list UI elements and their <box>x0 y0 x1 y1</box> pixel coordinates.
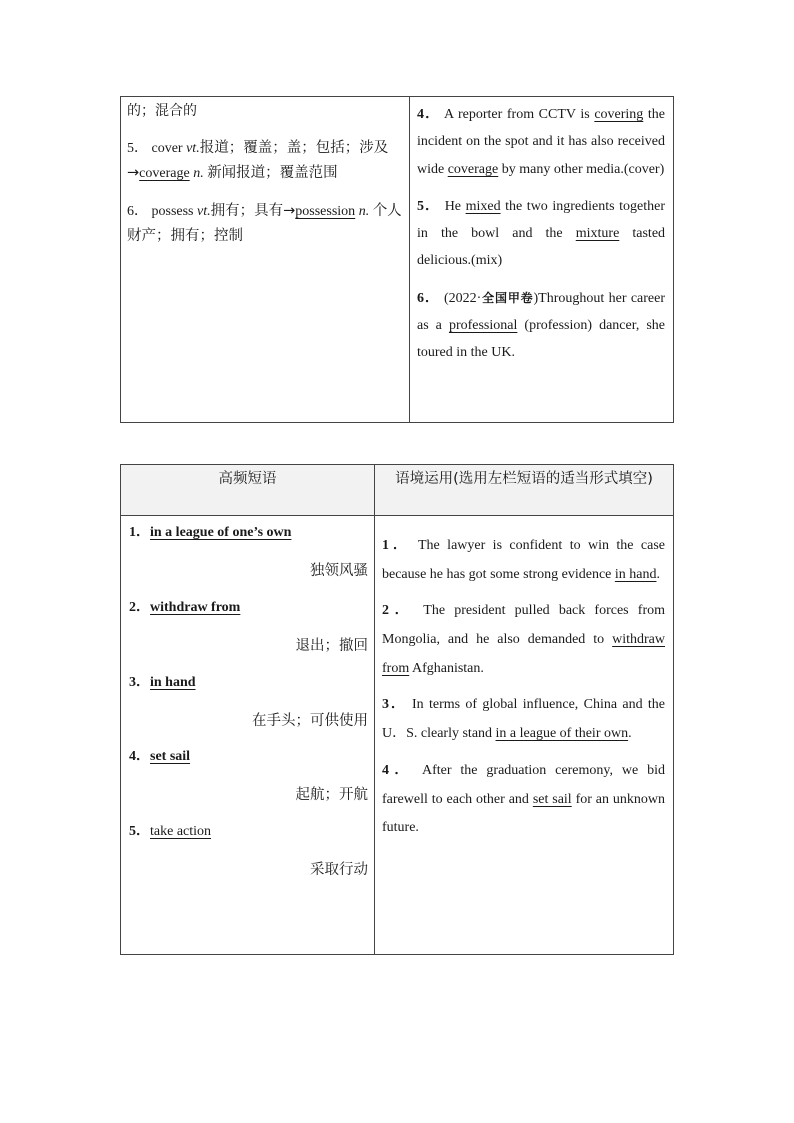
exercise-text: (2022· <box>444 290 482 306</box>
exercise-6 <box>417 285 665 367</box>
item-number: 6． <box>127 203 148 219</box>
vocab-item-6 <box>127 199 403 250</box>
item-number: 5． <box>127 140 148 156</box>
derived-word: coverage <box>139 166 190 181</box>
exercise-text: by many other media.(cover) <box>501 161 665 177</box>
item-number: 3． <box>129 674 150 690</box>
header-phrases: 高频短语 <box>121 465 375 516</box>
answer-blank: in hand <box>614 566 657 582</box>
context-exercise-3 <box>382 691 665 748</box>
exercise-text: Afghanistan. <box>411 660 484 676</box>
item-number: 4． <box>129 749 150 765</box>
phrase-item-5 <box>129 821 368 882</box>
vocab-line-tail: 的；混合的 <box>127 103 197 119</box>
phrase-meaning: 退出；撤回 <box>295 637 368 654</box>
phrase-text: withdraw from <box>150 599 241 615</box>
part-of-speech: vt. <box>197 203 211 219</box>
phrase-meaning: 在手头；可供使用 <box>252 712 368 729</box>
answer-blank: mixture <box>575 226 620 242</box>
part-of-speech: vt. <box>186 140 200 156</box>
exercise-4 <box>417 101 665 183</box>
item-number: 2． <box>129 599 150 615</box>
phrase-item-3 <box>129 672 368 733</box>
item-number: 5． <box>129 824 150 839</box>
context-exercise-4 <box>382 757 665 843</box>
exercise-text: In terms of global influence, China and the U．S. clearly stand <box>382 697 666 742</box>
item-number: 1． <box>382 538 411 553</box>
item-number: 4． <box>382 762 414 778</box>
item-number: 1． <box>129 525 150 540</box>
phrase-item-2 <box>129 597 368 658</box>
exercise-text: The lawyer is confident to win the case because he has got some strong evidence <box>382 538 666 582</box>
vocab-word: cover <box>151 140 183 156</box>
context-exercise-cell <box>375 516 674 955</box>
answer-blank: coverage <box>447 161 499 177</box>
exercise-text: the incident on the spot and it has also received wide <box>417 107 666 177</box>
vocab-table <box>120 96 674 423</box>
header-context: 语境运用(选用左栏短语的适当形式填空) <box>375 465 674 516</box>
vocab-item-5 <box>127 136 403 187</box>
exercise-text: (profession) dancer, she toured in the UK. <box>417 318 666 361</box>
exercise-5 <box>417 193 665 275</box>
phrase-text: in a league of one’s own <box>150 525 292 540</box>
answer-blank: withdraw from <box>382 632 666 676</box>
phrase-item-4 <box>129 746 368 807</box>
phrase-list-cell <box>121 516 375 955</box>
vocab-meaning: 报道；覆盖；盖；包括；涉及→ <box>127 139 389 181</box>
phrase-meaning: 采取行动 <box>310 862 368 878</box>
vocab-meaning: 拥有；具有→ <box>210 202 296 219</box>
exercise-text: . <box>628 726 632 742</box>
phrase-text: take action <box>150 824 212 839</box>
answer-blank: mixed <box>465 198 501 214</box>
answer-blank: set sail <box>532 791 572 807</box>
exercise-text: A reporter from CCTV is <box>444 107 590 122</box>
phrase-table <box>120 464 674 955</box>
phrase-text: in hand <box>150 674 196 690</box>
derived-word: possession <box>295 203 356 219</box>
item-number: 2． <box>382 603 415 619</box>
item-number: 4． <box>417 107 441 122</box>
exercise-text: . <box>656 566 660 582</box>
part-of-speech: n. <box>193 166 204 181</box>
exercise-text: After the graduation ceremony, we bid farewell to each other and <box>382 762 665 807</box>
vocab-meaning: 新闻报道；覆盖范围 <box>207 165 338 181</box>
answer-blank: in a league of their own <box>495 726 629 742</box>
context-exercise-1 <box>382 532 665 589</box>
exercise-text: He <box>444 198 462 214</box>
phrase-text: set sail <box>150 749 191 765</box>
exercise-text: )Throughout her career as a <box>417 290 666 334</box>
part-of-speech: n. <box>358 203 370 219</box>
context-exercise-2 <box>382 597 665 683</box>
exercise-text: The president pulled back forces from Mongolia, and he also demanded to <box>382 603 666 648</box>
exercise-text: the two ingredients together in the bowl and the <box>417 198 666 242</box>
item-number: 5． <box>417 198 441 214</box>
phrase-meaning: 起航；开航 <box>295 787 368 804</box>
vocab-word: possess <box>151 203 194 219</box>
phrase-meaning: 独领风骚 <box>310 563 368 579</box>
item-number: 3． <box>382 697 407 713</box>
answer-blank: professional <box>448 318 518 334</box>
vocab-left-cell <box>121 97 410 423</box>
exercise-text: tasted delicious.(mix) <box>417 226 666 269</box>
vocab-exercise-cell <box>410 97 674 423</box>
vocab-meaning: 个人财产；拥有；控制 <box>127 202 402 244</box>
item-number: 6． <box>417 290 440 306</box>
exam-source: 全国甲卷 <box>481 290 534 305</box>
exercise-text: for an unknown future. <box>382 791 666 836</box>
answer-blank: covering <box>594 107 644 122</box>
phrase-item-1 <box>129 522 368 583</box>
